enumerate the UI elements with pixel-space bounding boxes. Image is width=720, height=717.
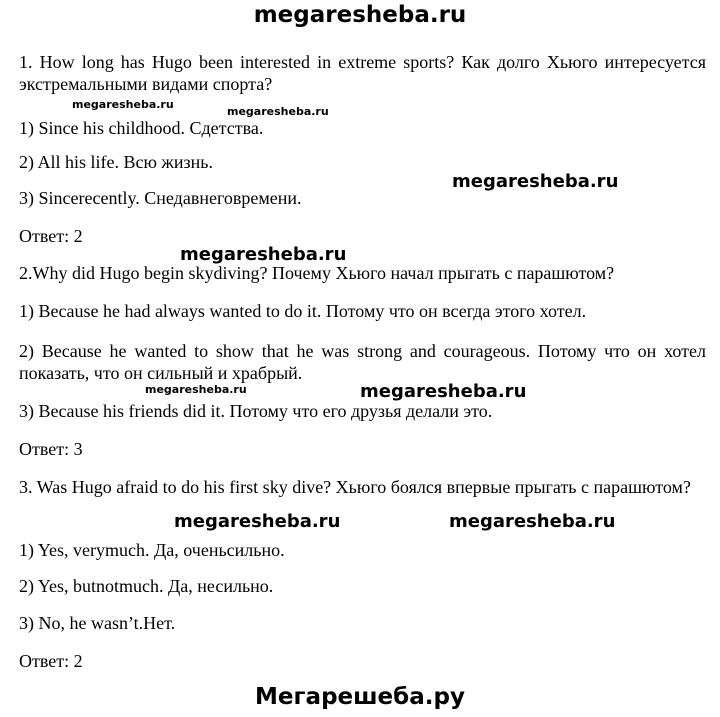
q2-option-2: 2) Because he wanted to show that he was strong and courageous. Потому что он хотел показать, что он сильный и храбрый. xyxy=(19,341,706,383)
q1-answer: Ответ: 2 xyxy=(19,226,83,246)
q2-option-1: 1) Because he had always wanted to do it. Потому что он всегда этого хотел. xyxy=(19,301,587,321)
watermark: megaresheba.ru xyxy=(72,98,174,111)
q1-option-3: 3) Sincerecently. Снедавнеговремени. xyxy=(19,188,302,208)
question-2: 2.Why did Hugo begin skydiving? Почему Хьюго начал прыгать с парашютом? xyxy=(19,263,615,283)
q2-answer: Ответ: 3 xyxy=(19,439,83,459)
watermark: megaresheba.ru xyxy=(174,511,341,532)
site-header: megaresheba.ru xyxy=(253,2,467,28)
question-1: 1. How long has Hugo been interested in extreme sports? Как долго Хьюго интересуется экстремальными видами спорта? xyxy=(19,52,706,94)
watermark: megaresheba.ru xyxy=(180,244,347,265)
watermark: megaresheba.ru xyxy=(360,381,527,402)
question-3: 3. Was Hugo afraid to do his first sky dive? Хьюго боялся впервые прыгать с парашютом? xyxy=(19,477,691,497)
watermark: megaresheba.ru xyxy=(145,383,247,396)
watermark: megaresheba.ru xyxy=(227,105,329,118)
watermark: megaresheba.ru xyxy=(452,171,619,192)
q1-option-2: 2) All his life. Всю жизнь. xyxy=(19,152,213,172)
q3-option-3: 3) No, he wasn’t.Нет. xyxy=(19,613,176,633)
q3-option-2: 2) Yes, butnotmuch. Да, несильно. xyxy=(19,576,274,596)
q3-answer: Ответ: 2 xyxy=(19,651,83,671)
q2-option-3: 3) Because his friends did it. Потому что его друзья делали это. xyxy=(19,401,493,421)
q3-option-1: 1) Yes, verymuch. Да, оченьсильно. xyxy=(19,540,285,560)
watermark: megaresheba.ru xyxy=(449,511,616,532)
q1-option-1: 1) Since his childhood. Сдетства. xyxy=(19,118,264,138)
site-footer: Мегарешеба.ру xyxy=(255,684,465,710)
